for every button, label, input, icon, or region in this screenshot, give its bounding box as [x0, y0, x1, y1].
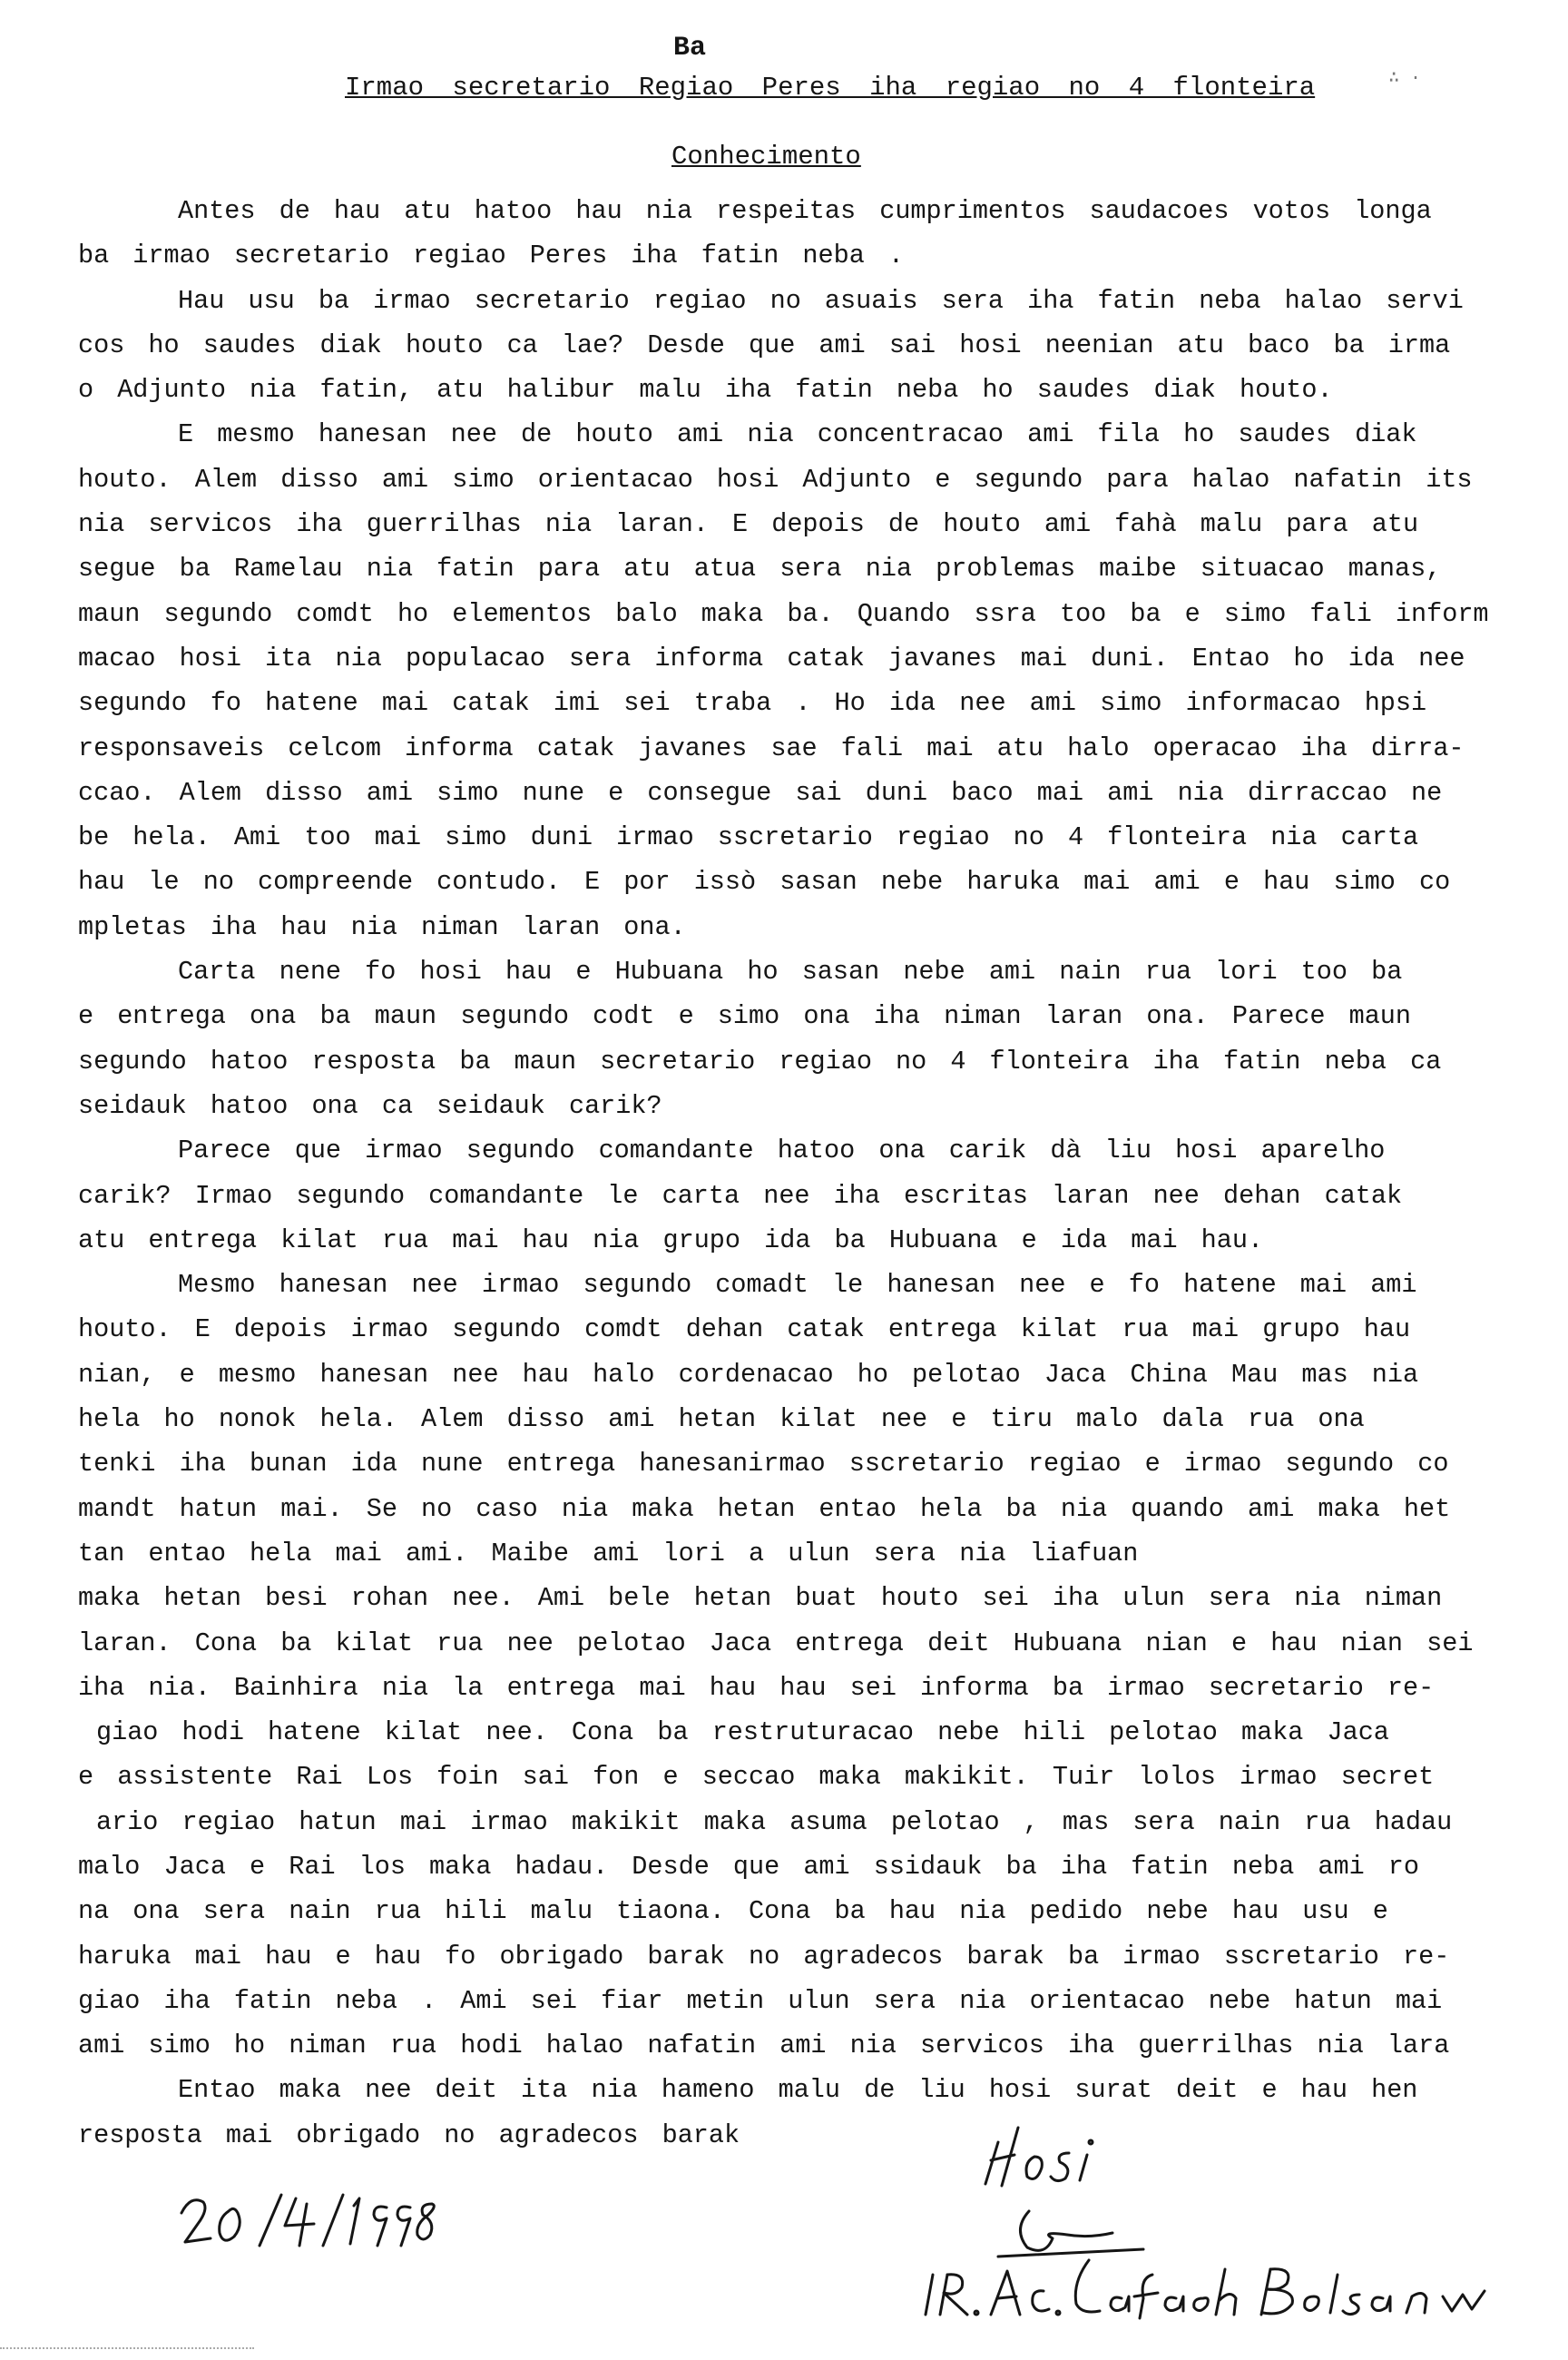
- body-line: Entao maka nee deit ita nia hameno malu de liu hosi surat deit e hau hen: [178, 2075, 1418, 2106]
- body-line: hau le no compreende contudo. E por issò sasan nebe haruka mai ami e hau simo co: [78, 867, 1451, 898]
- body-line: Carta nene fo hosi hau e Hubuana ho sasan nebe ami nain rua lori too ba: [178, 957, 1403, 988]
- body-line: e entrega ona ba maun segundo codt e simo ona iha niman laran ona. Parece maun: [78, 1001, 1412, 1032]
- body-line: mpletas iha hau nia niman laran ona.: [78, 911, 686, 942]
- body-line: segundo fo hatene mai catak imi sei traba . Ho ida nee ami simo informacao hpsi: [78, 688, 1427, 719]
- body-line: tan entao hela mai ami. Maibe ami lori a ulun sera nia liafuan: [78, 1538, 1139, 1568]
- body-line: maun segundo comdt ho elementos balo maka ba. Quando ssra too ba e simo fali inform: [78, 598, 1489, 629]
- body-line: seidauk hatoo ona ca seidauk carik?: [78, 1090, 662, 1121]
- body-line: giao hodi hatene kilat nee. Cona ba restruturacao nebe hili pelotao maka Jaca: [96, 1717, 1389, 1748]
- body-line: ccao. Alem disso ami simo nune e consegue sai duni baco mai ami nia dirraccao ne: [78, 777, 1443, 808]
- body-line: Parece que irmao segundo comandante hatoo ona carik dà liu hosi aparelho: [178, 1136, 1386, 1166]
- handwritten-date: [172, 2186, 445, 2258]
- body-line: segue ba Ramelau nia fatin para atu atua sera nia problemas maibe situacao manas,: [78, 554, 1442, 585]
- body-line: segundo hatoo resposta ba maun secretario regiao no 4 flonteira iha fatin neba ca: [78, 1046, 1442, 1077]
- body-line: ami simo ho niman rua hodi halao nafatin ami nia servicos iha guerrilhas nia lara: [78, 2031, 1450, 2061]
- body-line: E mesmo hanesan nee de houto ami nia concentracao ami fila ho saudes diak: [178, 419, 1417, 450]
- letter-body: [78, 189, 1530, 2158]
- document-subtitle: Conhecimento: [671, 142, 861, 172]
- body-line: carik? Irmao segundo comandante le carta nee iha escritas laran nee dehan catak: [78, 1180, 1403, 1211]
- body-line: hela ho nonok hela. Alem disso ami hetan kilat nee e tiru malo dala rua ona: [78, 1404, 1365, 1435]
- body-line: ario regiao hatun mai irmao makikit maka asuma pelotao , mas sera nain rua hadau: [96, 1806, 1453, 1837]
- body-line: houto. Alem disso ami simo orientacao hosi Adjunto e segundo para halao nafatin its: [78, 464, 1473, 495]
- body-line: ba irmao secretario regiao Peres iha fatin neba .: [78, 241, 905, 271]
- body-line: malo Jaca e Rai los maka hadau. Desde que ami ssidauk ba iha fatin neba ami ro: [78, 1851, 1420, 1882]
- body-line: haruka mai hau e hau fo obrigado barak no agradecos barak ba irmao sscretario re-: [78, 1941, 1450, 1972]
- body-line: Hau usu ba irmao secretario regiao no asuais sera iha fatin neba halao servi: [178, 285, 1464, 316]
- body-line: resposta mai obrigado no agradecos barak: [78, 2119, 740, 2150]
- body-line: giao iha fatin neba . Ami sei fiar metin ulun sera nia orientacao nebe hatun mai: [78, 1985, 1443, 2016]
- corner-smudge-mark: ∴ ·: [1388, 68, 1422, 89]
- body-line: o Adjunto nia fatin, atu halibur malu iha fatin neba ho saudes diak houto.: [78, 375, 1333, 406]
- body-line: nia servicos iha guerrilhas nia laran. E depois de houto ami fahà malu para atu: [78, 509, 1419, 540]
- body-line: atu entrega kilat rua mai hau nia grupo ida ba Hubuana e ida mai hau.: [78, 1224, 1264, 1255]
- body-line: responsaveis celcom informa catak javanes sae fali mai atu halo operacao iha dirra-: [78, 733, 1465, 763]
- body-line: maka hetan besi rohan nee. Ami bele hetan buat houto sei iha ulun sera nia niman: [78, 1583, 1443, 1614]
- document-top-label: Ba: [673, 33, 707, 64]
- body-line: mandt hatun mai. Se no caso nia maka hetan entao hela ba nia quando ami maka het: [78, 1493, 1451, 1524]
- body-line: na ona sera nain rua hili malu tiaona. Cona ba hau nia pedido nebe hau usu e: [78, 1896, 1388, 1927]
- body-line: cos ho saudes diak houto ca lae? Desde que ami sai hosi neenian atu baco ba irma: [78, 329, 1451, 360]
- body-line: Mesmo hanesan nee irmao segundo comadt le hanesan nee e fo hatene mai ami: [178, 1270, 1417, 1301]
- body-line: houto. E depois irmao segundo comdt dehan catak entrega kilat rua mai grupo hau: [78, 1314, 1411, 1345]
- body-line: tenki iha bunan ida nune entrega hanesanirmao sscretario regiao e irmao segundo co: [78, 1449, 1449, 1480]
- document-title: Irmao secretario Regiao Peres iha regiao no 4 flonteira: [345, 73, 1316, 103]
- body-line: nian, e mesmo hanesan nee hau halo cordenacao ho pelotao Jaca China Mau mas nia: [78, 1359, 1419, 1390]
- body-line: Antes de hau atu hatoo hau nia respeitas cumprimentos saudacoes votos longa: [178, 196, 1432, 226]
- handwritten-signature: [907, 2097, 1534, 2333]
- body-line: iha nia. Bainhira nia la entrega mai hau hau sei informa ba irmao secretario re-: [78, 1672, 1435, 1703]
- body-line: laran. Cona ba kilat rua nee pelotao Jaca entrega deit Hubuana nian e hau nian sei: [78, 1627, 1474, 1658]
- body-line: e assistente Rai Los foin sai fon e seccao maka makikit. Tuir lolos irmao secret: [78, 1762, 1435, 1793]
- body-line: be hela. Ami too mai simo duni irmao sscretario regiao no 4 flonteira nia carta: [78, 822, 1419, 853]
- bottom-edge-artifact: [0, 2347, 254, 2355]
- body-line: macao hosi ita nia populacao sera informa catak javanes mai duni. Entao ho ida nee: [78, 643, 1465, 674]
